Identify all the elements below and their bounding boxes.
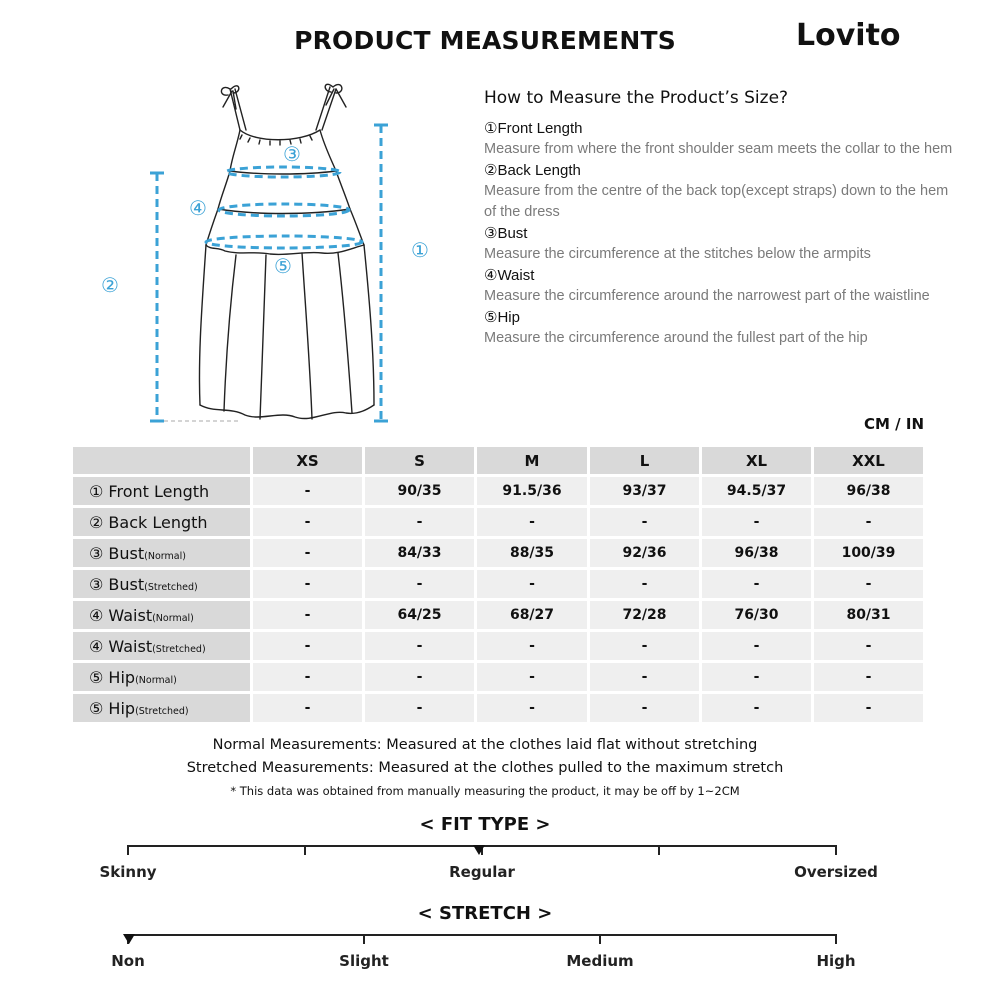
fit-scale-tick <box>835 845 837 855</box>
table-cell: - <box>477 694 587 722</box>
note-normal: Normal Measurements: Measured at the clothes laid flat without stretching <box>212 737 758 753</box>
table-cell: - <box>702 570 811 598</box>
size-header: XS <box>253 447 362 474</box>
table-cell: - <box>814 663 923 691</box>
row-label-sub: (Stretched) <box>144 581 198 593</box>
stretch-scale-label: High <box>816 952 856 970</box>
row-label <box>73 570 250 598</box>
marker-hip: ⑤ <box>274 254 292 278</box>
stretch-title: < STRETCH > <box>417 903 553 924</box>
stretch-scale-line <box>128 934 836 936</box>
guide-item-desc: Measure the circumference around the fullest part of the hip <box>484 330 868 346</box>
table-cell: - <box>253 570 362 598</box>
dress-diagram <box>90 75 450 435</box>
guide-item <box>484 307 954 349</box>
row-label <box>73 601 250 629</box>
guide-item-title: ①Front Length <box>484 120 583 137</box>
table-cell: 93/37 <box>590 477 699 505</box>
table-cell: 94.5/37 <box>702 477 811 505</box>
row-label-text: ④ Waist <box>89 636 153 656</box>
table-cell: 90/35 <box>365 477 474 505</box>
brand-logo: Lovito <box>796 18 901 53</box>
size-header: S <box>365 447 474 474</box>
fit-scale-tick <box>304 845 306 855</box>
table-cell: - <box>477 508 587 536</box>
guide-item-title: ④Waist <box>484 267 535 284</box>
table-cell: - <box>365 632 474 660</box>
row-label-text: ③ Bust <box>89 574 145 594</box>
table-cell: - <box>365 508 474 536</box>
table-cell: 88/35 <box>477 539 587 567</box>
table-cell: - <box>590 694 699 722</box>
table-cell: - <box>702 508 811 536</box>
row-label <box>73 539 250 567</box>
row-label-text: ⑤ Hip <box>89 667 136 687</box>
table-cell: - <box>702 694 811 722</box>
table-cell: - <box>253 694 362 722</box>
size-header: XL <box>702 447 811 474</box>
table-cell: - <box>253 508 362 536</box>
table-row <box>73 601 923 629</box>
table-cell: - <box>702 632 811 660</box>
guide-item <box>484 265 954 307</box>
row-label-sub: (Normal) <box>135 674 177 686</box>
guide-item-desc: Measure from where the front shoulder seam meets the collar to the hem <box>484 141 953 157</box>
stretch-scale <box>0 934 1000 994</box>
table-cell: 64/25 <box>365 601 474 629</box>
guide-item-title: ③Bust <box>484 225 528 242</box>
table-cell: - <box>365 694 474 722</box>
size-header: L <box>590 447 699 474</box>
table-row <box>73 663 923 691</box>
table-cell: - <box>253 477 362 505</box>
guide-heading: How to Measure the Product’s Size? <box>484 88 789 108</box>
table-cell: - <box>590 663 699 691</box>
note-disclaimer: * This data was obtained from manually measuring the product, it may be off by 1~2CM <box>230 784 740 798</box>
table-cell: - <box>253 539 362 567</box>
row-label-text: ① Front Length <box>89 481 210 501</box>
table-cell: - <box>477 632 587 660</box>
stretch-scale-label: Non <box>111 952 145 970</box>
guide-item-title: ②Back Length <box>484 162 581 179</box>
dress-illustration <box>90 75 450 435</box>
table-cell: - <box>590 508 699 536</box>
table-row <box>73 570 923 598</box>
table-cell: 72/28 <box>590 601 699 629</box>
guide-item <box>484 160 954 223</box>
row-label <box>73 694 250 722</box>
guide-item-desc: Measure from the centre of the back top(except straps) down to the hem of the dress <box>484 183 949 220</box>
row-label-text: ② Back Length <box>89 512 208 532</box>
table-cell: 100/39 <box>814 539 923 567</box>
row-label-text: ④ Waist <box>89 605 153 625</box>
table-cell: 96/38 <box>702 539 811 567</box>
table-row <box>73 508 923 536</box>
fit-type-scale <box>0 845 1000 905</box>
table-cell: 84/33 <box>365 539 474 567</box>
fit-scale-marker <box>473 845 485 855</box>
marker-bust: ③ <box>283 142 301 166</box>
stretch-scale-label: Medium <box>566 952 634 970</box>
measurement-notes <box>0 734 970 802</box>
size-header: M <box>477 447 587 474</box>
guide-item-desc: Measure the circumference at the stitches below the armpits <box>484 246 871 262</box>
guide-item <box>484 223 954 265</box>
fit-scale-tick <box>127 845 129 855</box>
table-cell: - <box>590 570 699 598</box>
table-corner-cell <box>73 447 250 474</box>
fit-scale-tick <box>658 845 660 855</box>
fit-scale-label: Oversized <box>794 863 878 881</box>
table-cell: - <box>702 663 811 691</box>
row-label-sub: (Stretched) <box>152 643 206 655</box>
fit-type-title: < FIT TYPE > <box>419 814 551 835</box>
row-label <box>73 632 250 660</box>
table-cell: - <box>365 570 474 598</box>
guide-item-title: ⑤Hip <box>484 309 520 326</box>
row-label <box>73 663 250 691</box>
measuring-guide <box>484 88 954 349</box>
table-cell: - <box>253 663 362 691</box>
fit-scale-label: Skinny <box>99 863 157 881</box>
table-cell: 91.5/36 <box>477 477 587 505</box>
row-label-text: ③ Bust <box>89 543 145 563</box>
table-cell: 76/30 <box>702 601 811 629</box>
table-cell: 68/27 <box>477 601 587 629</box>
table-cell: - <box>365 663 474 691</box>
table-cell: - <box>814 508 923 536</box>
table-row <box>73 477 923 505</box>
table-cell: - <box>477 570 587 598</box>
table-row <box>73 694 923 722</box>
row-label <box>73 508 250 536</box>
table-cell: 92/36 <box>590 539 699 567</box>
table-cell: - <box>814 632 923 660</box>
table-cell: - <box>253 601 362 629</box>
row-label-sub: (Normal) <box>144 550 186 562</box>
table-cell: - <box>814 694 923 722</box>
fit-scale-label: Regular <box>449 863 515 881</box>
table-row <box>73 632 923 660</box>
stretch-scale-tick <box>835 934 837 944</box>
units-label: CM / IN <box>864 415 924 433</box>
size-header: XXL <box>814 447 923 474</box>
table-cell: 96/38 <box>814 477 923 505</box>
row-label-sub: (Normal) <box>152 612 194 624</box>
marker-back-length: ② <box>101 273 119 297</box>
stretch-scale-tick <box>363 934 365 944</box>
table-cell: 80/31 <box>814 601 923 629</box>
guide-item <box>484 118 954 160</box>
stretch-scale-label: Slight <box>339 952 389 970</box>
table-cell: - <box>253 632 362 660</box>
row-label-sub: (Stretched) <box>135 705 189 717</box>
table-cell: - <box>814 570 923 598</box>
size-table <box>70 444 926 725</box>
table-row <box>73 539 923 567</box>
stretch-scale-tick <box>599 934 601 944</box>
row-label-text: ⑤ Hip <box>89 698 136 718</box>
marker-waist: ④ <box>189 196 207 220</box>
marker-front-length: ① <box>411 238 429 262</box>
table-cell: - <box>477 663 587 691</box>
stretch-scale-marker <box>123 934 135 944</box>
row-label <box>73 477 250 505</box>
page-title: PRODUCT MEASUREMENTS <box>294 26 676 55</box>
table-header-row <box>73 447 923 474</box>
table-cell: - <box>590 632 699 660</box>
note-stretched: Stretched Measurements: Measured at the clothes pulled to the maximum stretch <box>186 760 784 776</box>
guide-item-desc: Measure the circumference around the narrowest part of the waistline <box>484 288 930 304</box>
